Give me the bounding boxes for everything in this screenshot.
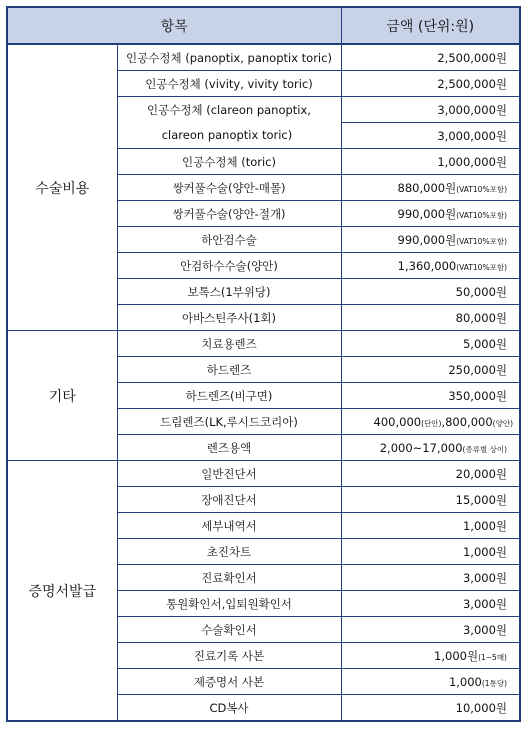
item-name: 안검하수수술(양안)	[117, 253, 341, 279]
category-surgery: 수술비용	[7, 44, 117, 331]
table-row	[7, 331, 520, 357]
item-name: 치료용렌즈	[117, 331, 341, 357]
item-amount: 3,000원	[341, 565, 520, 591]
item-name: 수술확인서	[117, 617, 341, 643]
item-name: 아바스틴주사(1회)	[117, 305, 341, 331]
item-amount: 3,000원	[341, 591, 520, 617]
item-name: 진료기록 사본	[117, 643, 341, 669]
item-name: 장애진단서	[117, 487, 341, 513]
item-name: 쌍커풀수술(양안-매몰)	[117, 175, 341, 201]
item-name: 하드렌즈	[117, 357, 341, 383]
item-name: 인공수정체 (toric)	[117, 149, 341, 175]
table-row	[7, 461, 520, 487]
table-row	[7, 44, 520, 71]
item-amount: 3,000원	[341, 617, 520, 643]
item-amount: 15,000원	[341, 487, 520, 513]
amount-note: (양안)	[492, 418, 513, 428]
item-amount: 1,000원	[341, 539, 520, 565]
amount-value: 1,000	[448, 674, 482, 689]
amount-note: (단안)	[421, 418, 442, 428]
item-amount	[341, 643, 520, 669]
amount-value: 1,360,000	[397, 258, 457, 273]
item-name: 세부내역서	[117, 513, 341, 539]
amount-value: 2,000~17,000	[379, 440, 463, 455]
item-amount	[341, 253, 520, 279]
amount-note: (1~5매)	[478, 652, 507, 662]
amount-note: (종류별 상이)	[462, 444, 507, 454]
item-name: 보톡스(1부위당)	[117, 279, 341, 305]
item-name: 인공수정체 (clareon panoptix,	[117, 97, 341, 123]
amount-value: 400,000	[373, 414, 422, 429]
category-certificate: 증명서발급	[7, 461, 117, 722]
header-item: 항목	[7, 7, 341, 44]
item-amount: 250,000원	[341, 357, 520, 383]
amount-note: (1통당)	[481, 678, 507, 688]
item-amount: 50,000원	[341, 279, 520, 305]
item-amount	[341, 175, 520, 201]
item-name: 드림렌즈(LK,루시드코리아)	[117, 409, 341, 435]
item-name: 쌍커풀수술(양안-절개)	[117, 201, 341, 227]
item-amount: 1,000원	[341, 513, 520, 539]
item-amount: 1,000,000원	[341, 149, 520, 175]
amount-note: (VAT10%포함)	[456, 262, 507, 272]
amount-value: 990,000원	[397, 206, 457, 221]
item-amount	[341, 435, 520, 461]
amount-value: 1,000원	[434, 648, 479, 663]
table-header-row	[7, 7, 520, 44]
item-name: 하안검수술	[117, 227, 341, 253]
amount-value: ,800,000	[441, 414, 493, 429]
item-name: 진료확인서	[117, 565, 341, 591]
item-name: 통원확인서,입퇴원확인서	[117, 591, 341, 617]
item-amount: 2,500,000원	[341, 71, 520, 97]
item-name: 초진차트	[117, 539, 341, 565]
amount-note: (VAT10%포함)	[456, 184, 507, 194]
amount-value: 880,000원	[397, 180, 457, 195]
item-name: 일반진단서	[117, 461, 341, 487]
item-name: 제증명서 사본	[117, 669, 341, 695]
amount-note: (VAT10%포함)	[456, 210, 507, 220]
item-amount: 20,000원	[341, 461, 520, 487]
fee-table	[6, 6, 521, 722]
item-amount: 5,000원	[341, 331, 520, 357]
item-name: 인공수정체 (panoptix, panoptix toric)	[117, 44, 341, 71]
item-amount: 80,000원	[341, 305, 520, 331]
item-amount	[341, 669, 520, 695]
item-amount: 3,000,000원	[341, 123, 520, 149]
item-amount	[341, 409, 520, 435]
item-amount	[341, 201, 520, 227]
item-name: CD복사	[117, 695, 341, 722]
header-amount: 금액 (단위:원)	[341, 7, 520, 44]
item-amount: 10,000원	[341, 695, 520, 722]
item-name: 하드렌즈(비구면)	[117, 383, 341, 409]
item-amount: 2,500,000원	[341, 44, 520, 71]
item-amount	[341, 227, 520, 253]
amount-note: (VAT10%포함)	[456, 236, 507, 246]
category-other: 기타	[7, 331, 117, 461]
item-name: 인공수정체 (vivity, vivity toric)	[117, 71, 341, 97]
item-name: 렌즈용액	[117, 435, 341, 461]
item-amount: 350,000원	[341, 383, 520, 409]
item-name: clareon panoptix toric)	[117, 123, 341, 149]
amount-value: 990,000원	[397, 232, 457, 247]
item-amount: 3,000,000원	[341, 97, 520, 123]
